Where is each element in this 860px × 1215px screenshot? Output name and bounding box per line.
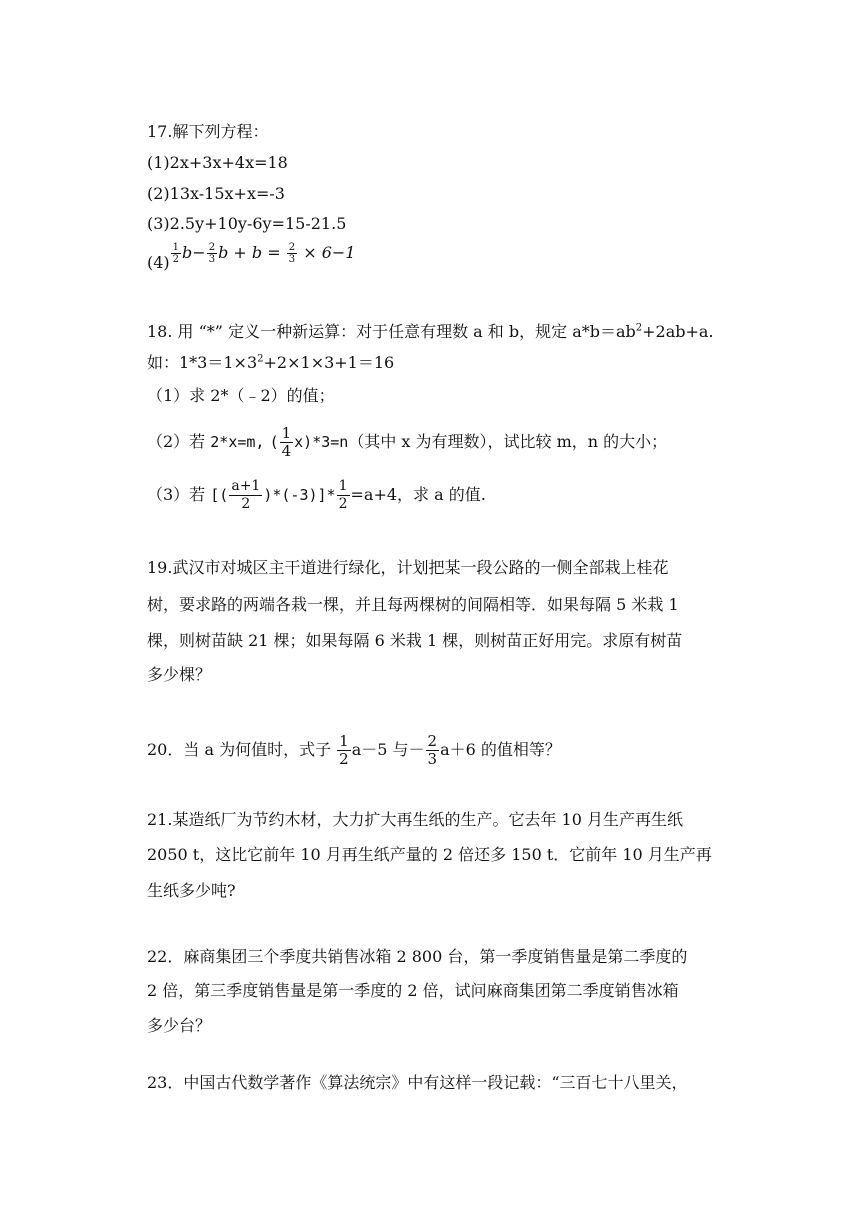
- fraction: $\frac{1}{4}$: [281, 424, 292, 460]
- fraction: $\frac{1}{2}$: [338, 478, 348, 512]
- q18-sub1: （1）求 2*（﹣2）的值；: [147, 386, 335, 405]
- fraction: $\frac{1}{2}$: [339, 732, 349, 768]
- q22-line2: 2 倍，第三季度销售量是第一季度的 2 倍，试问麻商集团第二季度销售冰箱: [147, 981, 679, 1000]
- fraction: $\frac{2}{3}$: [427, 732, 438, 768]
- q19-line3: 棵，则树苗缺 21 棵；如果每隔 6 米栽 1 棵，则树苗正好用完。求原有树苗: [147, 631, 683, 650]
- q19-line1: 19.武汉市对城区主干道进行绿化，计划把某一段公路的一侧全部栽上桂花: [147, 558, 669, 577]
- q21-line2: 2050 t，这比它前年 10 月再生纸产量的 2 倍还多 150 t．它前年 10 月生产再: [147, 845, 712, 864]
- q17-part1: (1)2x+3x+4x=18: [147, 153, 288, 172]
- q17-part3: (3)2.5y+10y-6y=15-21.5: [147, 214, 347, 233]
- fraction: $\frac{2}{3}$: [288, 242, 296, 265]
- fraction: $\frac{1}{2}$: [172, 242, 180, 265]
- q22-line3: 多少台？: [147, 1016, 212, 1035]
- q19-line2: 树，要求路的两端各栽一棵，并且每两棵树的间隔相等．如果每隔 5 米栽 1: [147, 595, 679, 614]
- q18-line1: 18. 用 “*” 定义一种新运算：对于任意有理数 a 和 b，规定 $a*b=ab^2+2ab+a$.: [147, 322, 714, 341]
- q18-line2: 如：$1*3=1\times 3^2+2\times 1\times 3+1=16$: [147, 353, 395, 372]
- q20-line: 20．当 a 为何值时，式子 $\frac{1}{2}$ a－5 与－ $\frac{2}{3}$ a＋6 的值相等？: [147, 732, 561, 768]
- fraction: $\frac{a+1}{2}$: [231, 478, 261, 512]
- q17-part2: (2)13x-15x+x=-3: [147, 184, 285, 203]
- q18-sub3: （3）若 [( $\frac{a+1}{2}$ )*(-3)]* $\frac{1}{2}$ =a+4，求 a 的值.: [147, 478, 486, 512]
- fraction: $\frac{2}{3}$: [208, 242, 216, 265]
- q17-title: 17.解下列方程：: [147, 122, 269, 141]
- q19-line4: 多少棵？: [147, 665, 212, 684]
- q17-part4-label: (4): [147, 253, 170, 272]
- q23-line1: 23．中国古代数学著作《算法统宗》中有这样一段记载：“三百七十八里关，: [147, 1073, 688, 1092]
- q21-line3: 生纸多少吨?: [147, 881, 236, 900]
- q18-sub2: （2）若 2*x=m, ( $\frac{1}{4}$ x)*3=n（其中 x 为有理数），试比较 m，n 的大小；: [147, 424, 668, 460]
- q21-line1: 21.某造纸厂为节约木材，大力扩大再生纸的生产。它去年 10 月生产再生纸: [147, 810, 683, 829]
- q17-part4: (4) $\frac{1}{2}$ b− $\frac{2}{3}$ b + b = $\frac{2}{3}$ × 6−1: [147, 242, 356, 272]
- q22-line1: 22．麻商集团三个季度共销售冰箱 2 800 台，第一季度销售量是第二季度的: [147, 947, 688, 966]
